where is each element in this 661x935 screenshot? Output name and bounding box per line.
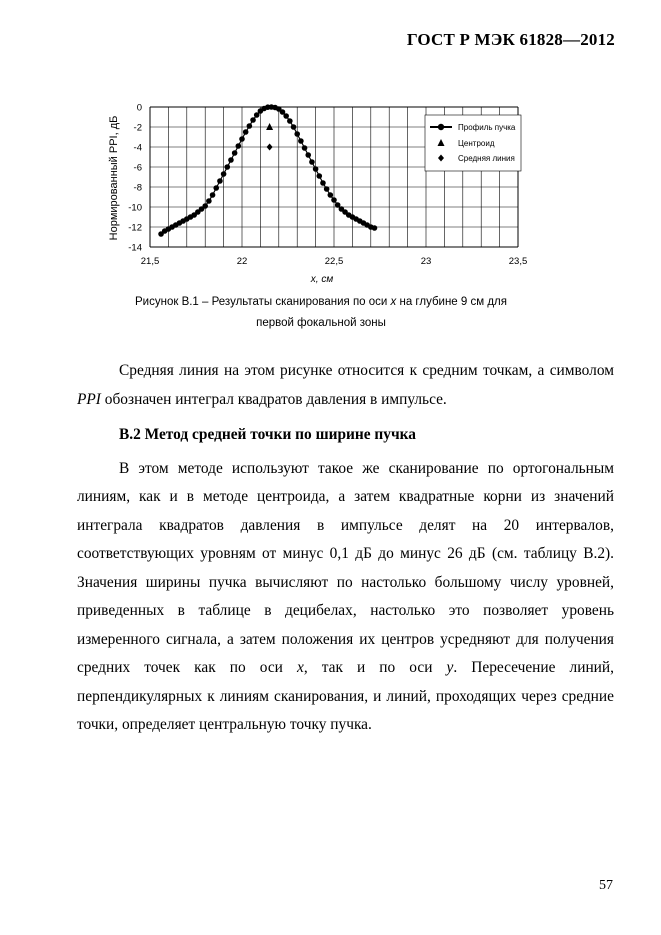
beam-profile-point (224, 164, 230, 170)
x-tick-label: 22,5 (324, 256, 344, 267)
beam-profile-point (331, 197, 337, 203)
y-tick-label: -14 (128, 242, 142, 254)
x-tick-label: 23 (420, 256, 432, 267)
beam-profile-point (328, 192, 334, 198)
y-tick-label: -12 (128, 222, 142, 234)
y-tick-label: -4 (133, 142, 142, 154)
beam-profile-point (372, 225, 378, 231)
x-tick-label: 23,5 (508, 256, 528, 267)
beam-profile-point (232, 150, 238, 156)
page-number: 57 (599, 878, 613, 893)
beam-profile-point (228, 157, 234, 163)
y-tick-labels (128, 103, 142, 254)
beam-profile-point (313, 166, 319, 172)
midline-point (267, 144, 273, 151)
beam-profile-point (236, 143, 242, 149)
paragraph-1: Средняя линия на этом рисунке относится к средним точкам, а символом PPI обозначен интеграл квадратов давления в импульсе. (77, 362, 614, 408)
y-tick-label: -6 (133, 162, 142, 174)
y-tick-label: -8 (133, 182, 142, 194)
beam-profile-point (250, 117, 256, 123)
beam-profile-point (210, 192, 216, 198)
beam-profile-point (221, 171, 227, 177)
beam-profile-point (291, 124, 297, 130)
legend-label: Средняя линия (458, 154, 515, 163)
beam-profile-point (302, 145, 308, 151)
beam-profile-point (243, 129, 249, 135)
beam-profile-point (294, 131, 300, 137)
centroid-point (266, 123, 273, 130)
document-header: ГОСТ Р МЭК 61828—2012 (406, 30, 615, 49)
chart-legend (425, 115, 521, 171)
beam-profile-point (287, 118, 293, 124)
y-tick-label: -10 (128, 202, 142, 214)
caption-line-2: первой фокальной зоны (256, 317, 386, 329)
legend-label: Центроид (458, 139, 495, 148)
beam-profile-point (283, 113, 289, 119)
beam-profile-point (202, 203, 208, 209)
beam-profile-point (206, 198, 212, 204)
chart-marks (158, 104, 377, 237)
y-tick-label: 0 (136, 102, 142, 114)
y-axis-label: Нормированный PPI, дБ (108, 115, 120, 241)
x-tick-label: 21,5 (140, 256, 160, 267)
paragraph-2: В этом методе используют такое же сканирование по ортогональным линиям, как и в методе центроида, а затем квадратные корни из значений интеграла квадратов давления в импульсе делят на 20 интервалов, соответствующих уровням от минус 0,1 дБ до минус 26 дБ (см. таблицу В.2). Значения ширины пучка вычисляют по настолько большому числу уровней, приведенных в таблице в децибелах, настолько это позволяет уровень измеренного сигнала, а затем положения их центров усредняют для получения средних точек как по оси x, так и по оси y. Пересечение линий, перпендикулярных к линиям сканирования, и линий, проходящих через средние точки, определяет центральную точку пучка. (77, 459, 615, 733)
x-tick-label: 22 (236, 256, 248, 267)
legend-label: Профиль пучка (458, 123, 516, 132)
beam-profile-point (239, 136, 245, 142)
beam-profile-point (324, 186, 330, 192)
beam-profile-point (305, 152, 311, 158)
beam-profile-point (213, 185, 219, 191)
beam-profile-point (247, 123, 253, 129)
caption-line-1: Рисунок В.1 – Результаты сканирования по оси x на глубине 9 см для (135, 296, 507, 308)
figure-caption (100, 292, 542, 334)
y-tick-label: -2 (133, 122, 142, 134)
x-tick-labels (141, 256, 528, 267)
beam-profile-point (309, 159, 315, 165)
beam-profile-point (320, 180, 326, 186)
body-text (77, 357, 614, 740)
beam-profile-point (298, 138, 304, 144)
legend-circle-icon (438, 124, 444, 130)
section-heading: В.2 Метод средней точки по ширине пучка (119, 426, 417, 443)
beam-profile-point (316, 173, 322, 179)
beam-profile-point (217, 178, 223, 184)
x-axis-label: x, см (310, 274, 334, 285)
beam-profile-chart (98, 100, 538, 290)
